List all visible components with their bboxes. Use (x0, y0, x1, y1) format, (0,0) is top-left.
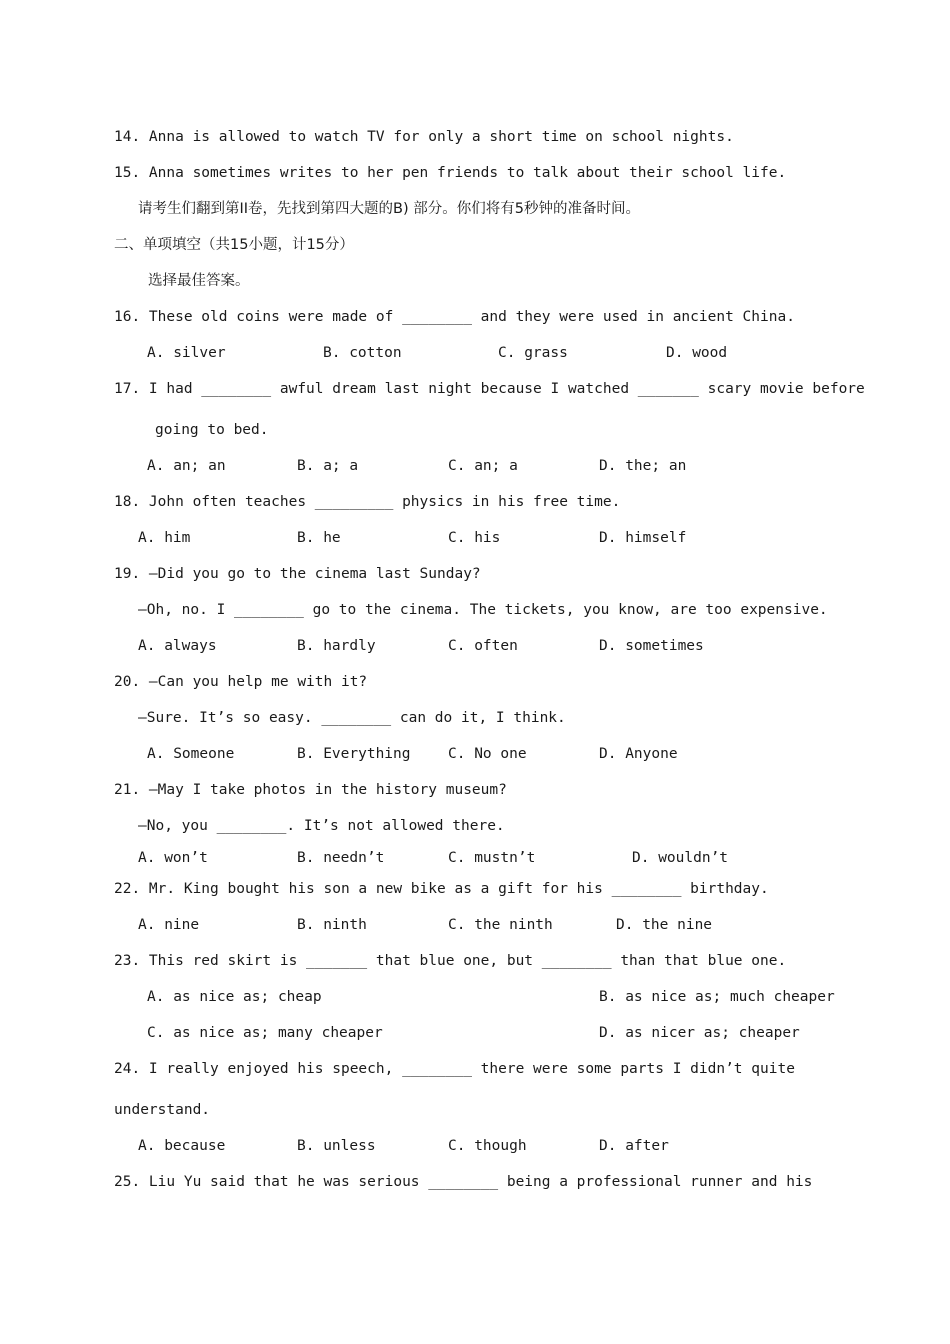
q19-option-b: B. hardly (297, 638, 376, 654)
q24-option-b: B. unless (297, 1138, 376, 1154)
instruction-text: 请考生们翻到第II卷，先找到第四大题的B) 部分。你们将有5秒钟的准备时间。 (138, 201, 640, 217)
question-17-stem-continued: going to bed. (155, 422, 269, 438)
q24-option-a: A. because (138, 1138, 226, 1154)
q21-option-d: D. wouldn’t (632, 850, 729, 866)
question-19-stem: 19. —Did you go to the cinema last Sunday? (114, 566, 481, 582)
q18-option-b: B. he (297, 530, 341, 546)
q17-option-a: A. an; an (147, 458, 226, 474)
question-20-stem: 20. —Can you help me with it? (114, 674, 368, 690)
question-25-stem: 25. Liu Yu said that he was serious ________ being a professional runner and his (114, 1174, 813, 1190)
question-19-reply: —Oh, no. I ________ go to the cinema. The tickets, you know, are too expensive. (138, 602, 828, 618)
q23-option-c: C. as nice as; many cheaper (147, 1025, 383, 1041)
q17-option-b: B. a; a (297, 458, 359, 474)
q18-option-c: C. his (448, 530, 501, 546)
question-21-stem: 21. —May I take photos in the history museum? (114, 782, 507, 798)
q17-option-d: D. the; an (599, 458, 687, 474)
q21-option-c: C. mustn’t (448, 850, 536, 866)
section-direction: 选择最佳答案。 (148, 273, 250, 289)
q17-option-c: C. an; a (448, 458, 518, 474)
question-20-reply: —Sure. It’s so easy. ________ can do it, I think. (138, 710, 566, 726)
q20-option-c: C. No one (448, 746, 527, 762)
q22-option-b: B. ninth (297, 917, 367, 933)
q19-option-a: A. always (138, 638, 217, 654)
q18-option-d: D. himself (599, 530, 687, 546)
q22-option-c: C. the ninth (448, 917, 553, 933)
q21-option-a: A. won’t (138, 850, 208, 866)
q20-option-a: A. Someone (147, 746, 235, 762)
section-heading: 二、单项填空（共15小题，计15分） (114, 237, 354, 253)
q23-option-b: B. as nice as; much cheaper (599, 989, 835, 1005)
q23-option-a: A. as nice as; cheap (147, 989, 322, 1005)
q22-option-d: D. the nine (616, 917, 713, 933)
q19-option-d: D. sometimes (599, 638, 704, 654)
q16-option-a: A. silver (147, 345, 226, 361)
question-24-stem: 24. I really enjoyed his speech, ________ there were some parts I didn’t quite (114, 1061, 795, 1077)
question-16-stem: 16. These old coins were made of ________ and they were used in ancient China. (114, 309, 795, 325)
item-15: 15. Anna sometimes writes to her pen friends to talk about their school life. (114, 165, 787, 181)
q16-option-b: B. cotton (323, 345, 402, 361)
question-21-reply: —No, you ________. It’s not allowed there. (138, 818, 505, 834)
q21-option-b: B. needn’t (297, 850, 385, 866)
question-23-stem: 23. This red skirt is _______ that blue one, but ________ than that blue one. (114, 953, 787, 969)
question-18-stem: 18. John often teaches _________ physics in his free time. (114, 494, 621, 510)
q20-option-d: D. Anyone (599, 746, 678, 762)
q19-option-c: C. often (448, 638, 518, 654)
q24-option-c: C. though (448, 1138, 527, 1154)
q23-option-d: D. as nicer as; cheaper (599, 1025, 800, 1041)
item-14: 14. Anna is allowed to watch TV for only a short time on school nights. (114, 129, 734, 145)
q24-option-d: D. after (599, 1138, 669, 1154)
question-22-stem: 22. Mr. King bought his son a new bike as a gift for his ________ birthday. (114, 881, 769, 897)
q16-option-c: C. grass (498, 345, 568, 361)
question-24-stem-continued: understand. (114, 1102, 211, 1118)
question-17-stem: 17. I had ________ awful dream last night because I watched _______ scary movie before (114, 381, 865, 397)
q16-option-d: D. wood (666, 345, 728, 361)
q18-option-a: A. him (138, 530, 191, 546)
q22-option-a: A. nine (138, 917, 200, 933)
q20-option-b: B. Everything (297, 746, 411, 762)
